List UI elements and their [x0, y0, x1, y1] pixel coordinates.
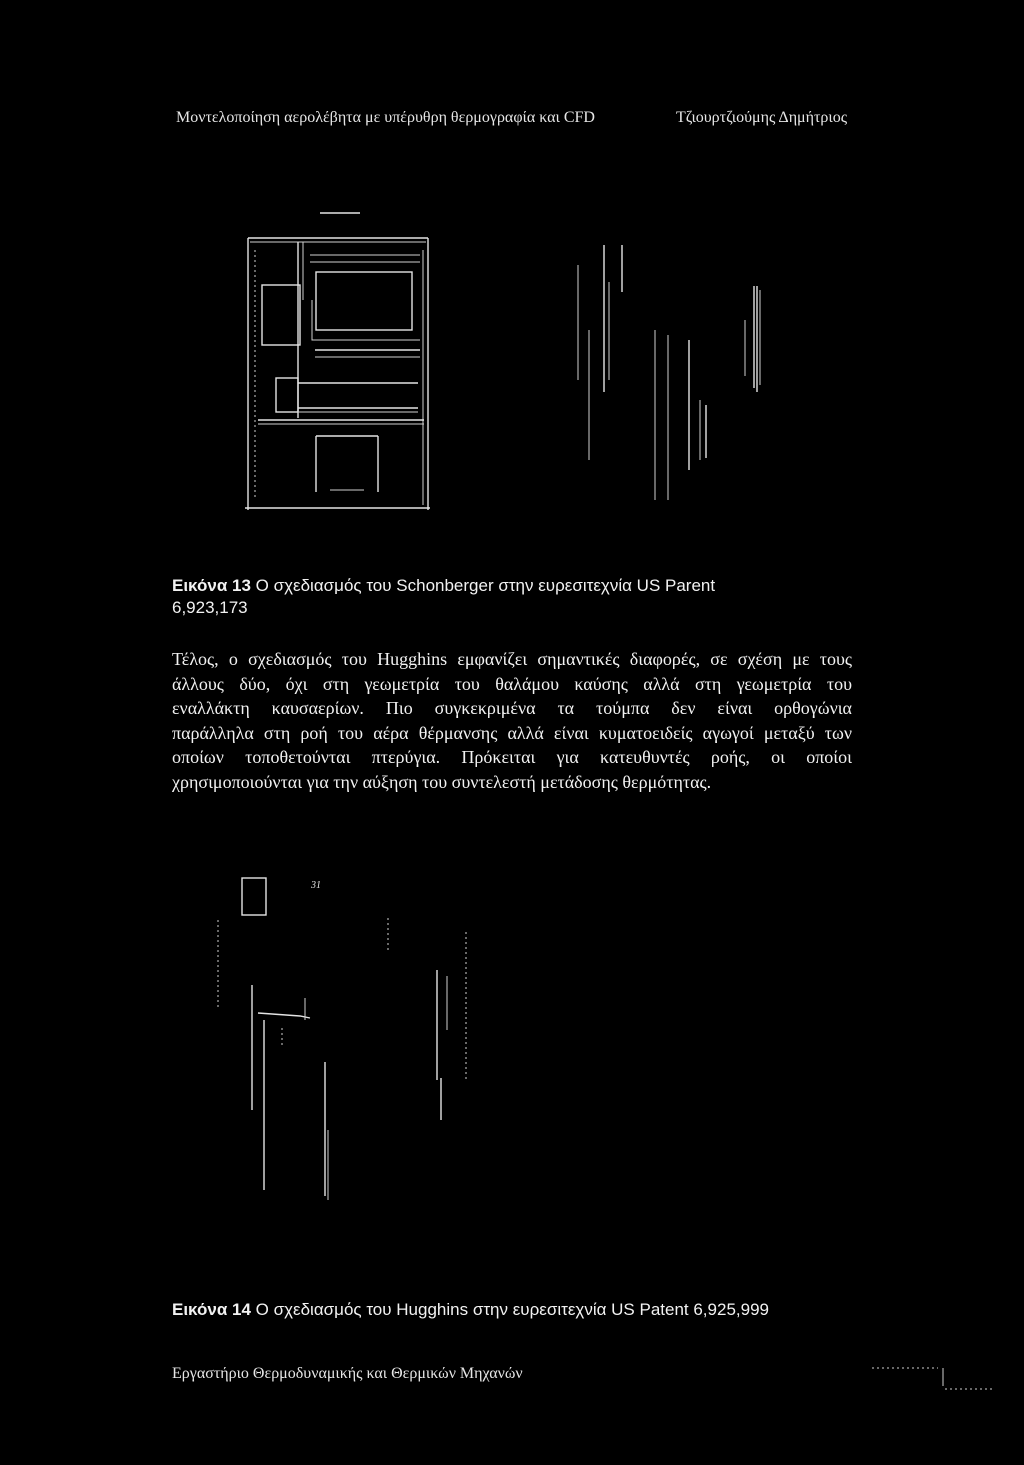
figure-13-label: Εικόνα 13: [172, 576, 251, 595]
figure-14-patent-drawing: [210, 860, 480, 1210]
paragraph-line: εναλλάκτη καυσαερίων. Πιο συγκεκριμένα τα τούμπα δεν είναι ορθογώνια: [172, 698, 852, 719]
paragraph-line: Τέλος, ο σχεδιασμός του Hugghins εμφανίζει σημαντικές διαφορές, σε σχέση με τους: [172, 649, 852, 669]
drawing-box: [242, 878, 266, 915]
schonberger-exchanger-tubes: [578, 245, 760, 500]
drawing-line: [312, 300, 420, 340]
figure-13-patent-drawing: [230, 200, 790, 520]
running-header-title: Μοντελοποίηση αερολέβητα με υπέρυθρη θερμογραφία και CFD: [176, 109, 595, 126]
paragraph-line: οποίων τοποθετούνται πτερύγια. Πρόκειται για κατευθυντές ροής, οι οποίοι: [172, 747, 852, 768]
figure-14-label: Εικόνα 14: [172, 1300, 251, 1319]
schonberger-furnace-elevation: [245, 213, 430, 510]
paragraph-line: άλλους δύο, όχι στη γεωμετρία του θαλάμου καύσης αλλά στη γεωμετρία του: [172, 673, 852, 694]
figure-13-caption: [172, 575, 715, 597]
body-paragraph: [172, 647, 852, 795]
figure-13-caption-text: Ο σχεδιασμός του Schonberger στην ευρεσιτεχνία US Parent: [255, 576, 716, 595]
running-header-author: Τζιουρτζιούμης Δημήτριος: [676, 109, 848, 126]
drawing-line: [258, 1013, 310, 1018]
drawing-box: [316, 272, 412, 330]
footer-scan-marks: [868, 1362, 998, 1394]
paragraph-line: χρησιμοποιούνται για την αύξηση του συντελεστή μετάδοσης θερμότητας.: [172, 771, 712, 792]
figure-14-caption: [172, 1299, 769, 1321]
drawing-reference-label: 31: [311, 880, 321, 891]
drawing-box: [276, 378, 298, 412]
page-footer: Εργαστήριο Θερμοδυναμικής και Θερμικών Μηχανών: [172, 1365, 523, 1382]
figure-14-caption-text: Ο σχεδιασμός του Hugghins στην ευρεσιτεχνία US Patent 6,925,999: [255, 1300, 769, 1319]
paragraph-line: παράλληλα στη ροή του αέρα θέρμανσης αλλά είναι κυματοειδείς αγωγοί μεταξύ των: [172, 722, 852, 743]
figure-13-caption-continuation: 6,923,173: [172, 598, 248, 617]
drawing-box: [262, 285, 300, 345]
